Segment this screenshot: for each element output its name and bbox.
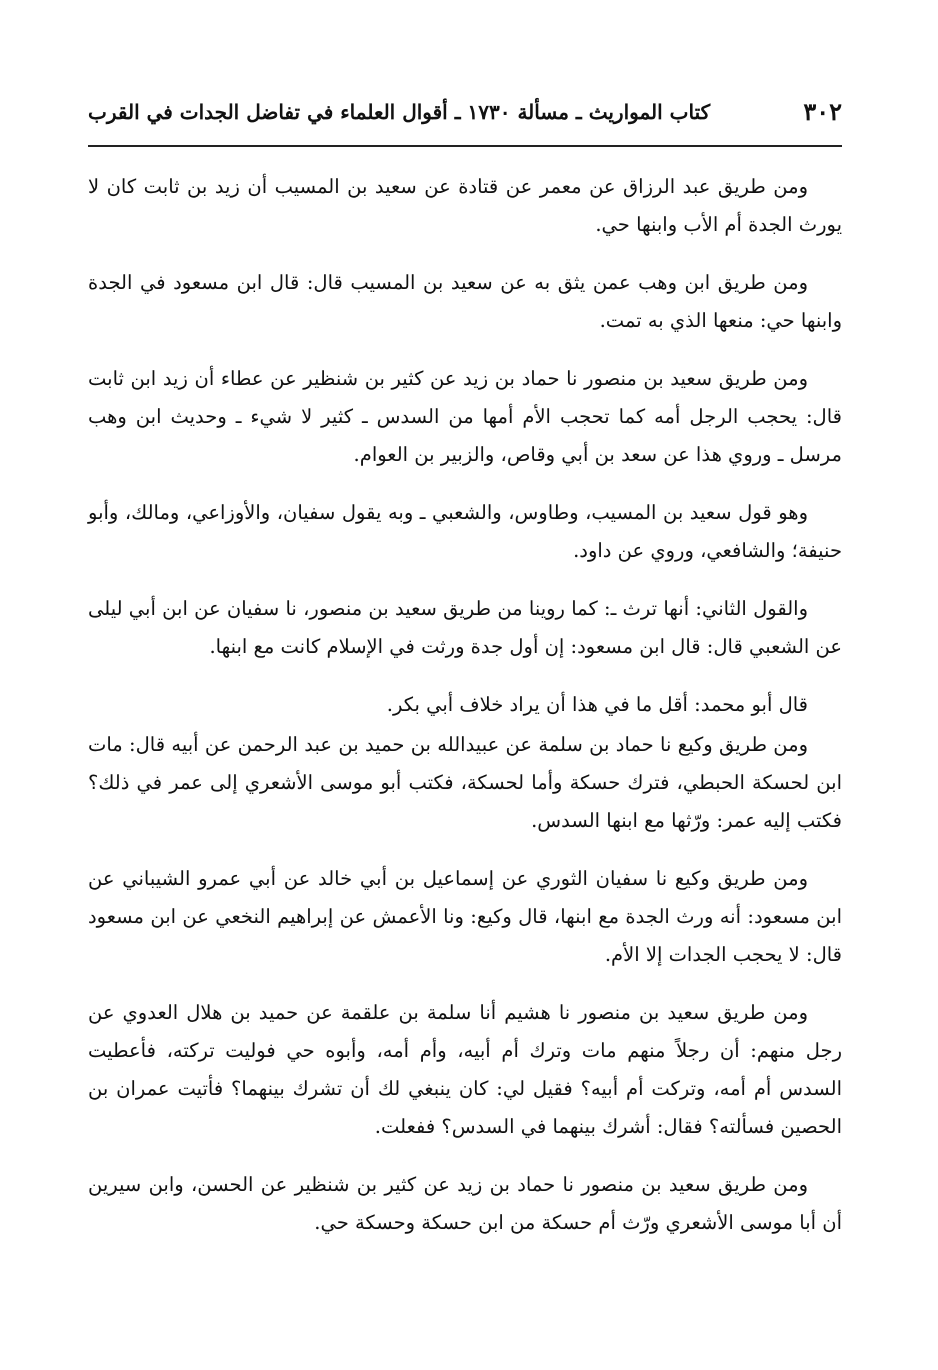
paragraph-10: ومن طريق سعيد بن منصور نا حماد بن زيد عن كثير بن شنظير عن الحسن، وابن سيرين أن أبا موسى الأشعري ورّث أم حسكة من ابن حسكة وحسكة حي. — [88, 1173, 842, 1234]
paragraph-3: ومن طريق سعيد بن منصور نا حماد بن زيد عن كثير بن شنظير عن عطاء أن زيد ابن ثابت قال: يحجب الرجل أمه كما تحجب الأم أمها من السدس ـ كثير لا شيء ـ وحديث ابن وهب مرسل ـ وروي هذا عن سعد بن أبي وقاص، والزبير بن العوام. — [88, 367, 842, 466]
paragraph-7: ومن طريق وكيع نا حماد بن سلمة عن عبيدالله بن حميد بن عبد الرحمن عن أبيه قال: مات ابن لحسكة الحبطي، فترك حسكة وأما لحسكة، فكتب أبو موسى الأشعري إلى عمر في ذلك؟ فكتب إليه عمر: ورّثها مع ابنها السدس. — [88, 733, 842, 832]
paragraph-9: ومن طريق سعيد بن منصور نا هشيم أنا سلمة بن علقمة عن حميد بن هلال العدوي عن رجل منهم: أن رجلاً منهم مات وترك أم أبيه، وأم أمه، وأبوه حي فوليت تركته، فأعطيت السدس أم أمه، وتركت أم أبيه؟ فقيل لي: كان ينبغي لك أن تشرك بينهما؟ فأتيت عمران بن الحصين فسألته؟ فقال: أشرك بينهما في السدس؟ ففعلت. — [88, 1001, 842, 1138]
page-header — [88, 92, 842, 132]
paragraph-1: ومن طريق عبد الرزاق عن معمر عن قتادة عن سعيد بن المسيب أن زيد بن ثابت كان لا يورث الجدة أم الأب وابنها حي. — [88, 175, 842, 236]
paragraph-5: والقول الثاني: أنها ترث ـ: كما روينا من طريق سعيد بن منصور، نا سفيان عن ابن أبي ليلى عن الشعبي قال: قال ابن مسعود: إن أول جدة ورثت في الإسلام كانت مع ابنها. — [88, 597, 842, 658]
paragraph-4: وهو قول سعيد بن المسيب، وطاوس، والشعبي ـ وبه يقول سفيان، والأوزاعي، ومالك، وأبو حنيفة؛ والشافعي، وروي عن داود. — [88, 501, 842, 562]
paragraph-8: ومن طريق وكيع نا سفيان الثوري عن إسماعيل بن أبي خالد عن أبي عمرو الشيباني عن ابن مسعود: أنه ورث الجدة مع ابنها، قال وكيع: ونا الأعمش عن إبراهيم النخعي عن ابن مسعود قال: لا يحجب الجدات إلا الأم. — [88, 867, 842, 966]
paragraph-6: قال أبو محمد: أقل ما في هذا أن يراد خلاف أبي بكر. — [386, 693, 808, 716]
page-number: ٣٠٢ — [803, 97, 842, 126]
running-title: كتاب المواريث ـ مسألة ١٧٣٠ ـ أقوال العلماء في تفاضل الجدات في القرب — [88, 100, 711, 124]
paragraph-2: ومن طريق ابن وهب عمن يثق به عن سعيد بن المسيب قال: قال ابن مسعود في الجدة وابنها حي: منعها الذي به تمت. — [88, 271, 842, 332]
header-rule — [88, 145, 842, 147]
body-text — [88, 168, 842, 1262]
